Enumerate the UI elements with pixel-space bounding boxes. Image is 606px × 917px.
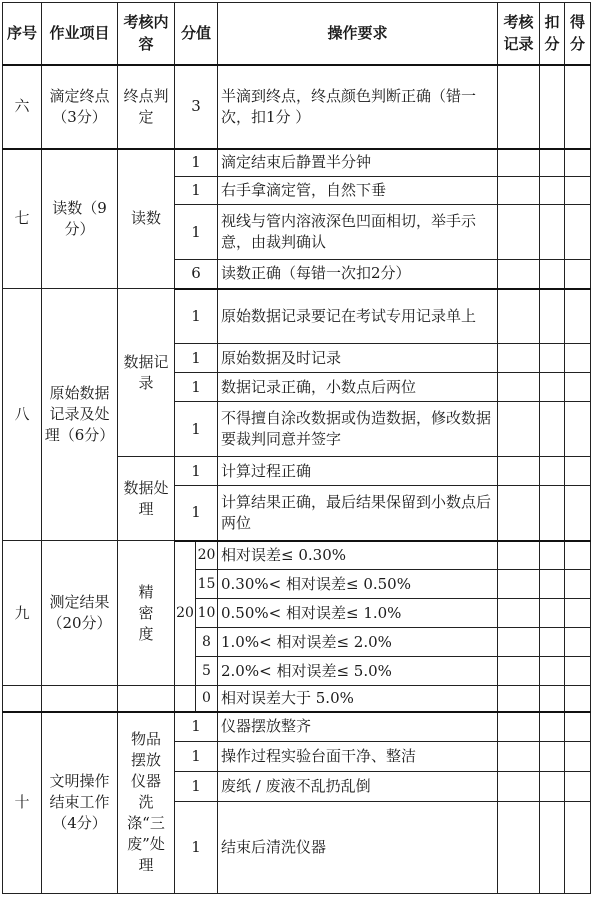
requirement-text: 0.30%< 相对误差≤ 0.50% [218, 570, 498, 599]
got-cell[interactable] [565, 486, 591, 541]
deduct-cell[interactable] [540, 628, 565, 657]
section-item: 测定结果（20分） [42, 541, 118, 686]
header-content: 考核内容 [118, 3, 175, 65]
record-cell[interactable] [498, 570, 540, 599]
requirement-text: 相对误差≤ 0.30% [218, 541, 498, 570]
deduct-cell[interactable] [540, 486, 565, 541]
requirement-text: 相对误差大于 5.0% [218, 686, 498, 712]
section-no: 八 [3, 289, 42, 541]
deduct-cell[interactable] [540, 742, 565, 772]
got-cell[interactable] [565, 802, 591, 894]
empty-cell [42, 686, 118, 712]
section-item: 读数（9分） [42, 149, 118, 289]
requirement-text: 计算过程正确 [218, 457, 498, 486]
deduct-cell[interactable] [540, 373, 565, 402]
score-value: 1 [175, 402, 218, 457]
score-value: 20 [175, 541, 196, 686]
record-cell[interactable] [498, 802, 540, 894]
section-item: 原始数据记录及处理（6分） [42, 289, 118, 541]
empty-cell [3, 686, 42, 712]
header-row [3, 3, 591, 65]
score-value: 1 [175, 802, 218, 894]
requirement-text: 0.50%< 相对误差≤ 1.0% [218, 599, 498, 628]
got-cell[interactable] [565, 260, 591, 289]
section-item: 滴定终点（3分） [42, 65, 118, 149]
score-value: 1 [175, 373, 218, 402]
section-no: 九 [3, 541, 42, 686]
record-cell[interactable] [498, 628, 540, 657]
requirement-text: 废纸 / 废液不乱扔乱倒 [218, 772, 498, 802]
record-cell[interactable] [498, 599, 540, 628]
got-cell[interactable] [565, 402, 591, 457]
deduct-cell[interactable] [540, 402, 565, 457]
header-requirement: 操作要求 [218, 3, 498, 65]
section-no: 十 [3, 712, 42, 894]
sub-score-value: 5 [196, 657, 218, 686]
record-cell[interactable] [498, 457, 540, 486]
sub-score-value: 20 [196, 541, 218, 570]
got-cell[interactable] [565, 742, 591, 772]
requirement-text: 读数正确（每错一次扣2分） [218, 260, 498, 289]
requirement-text: 不得擅自涂改数据或伪造数据，修改数据要裁判同意并签字 [218, 402, 498, 457]
header-no: 序号 [3, 3, 42, 65]
table-row [3, 686, 591, 712]
deduct-cell[interactable] [540, 205, 565, 260]
table-row [3, 541, 591, 570]
requirement-text: 操作过程实验台面干净、整洁 [218, 742, 498, 772]
deduct-cell[interactable] [540, 802, 565, 894]
scoring-table [2, 2, 591, 894]
table-row [3, 149, 591, 177]
section-content: 物品摆放仪器洗涤“三废”处理 [118, 712, 175, 894]
score-value: 1 [175, 205, 218, 260]
score-value: 1 [175, 742, 218, 772]
record-cell[interactable] [498, 289, 540, 344]
record-cell[interactable] [498, 657, 540, 686]
record-cell[interactable] [498, 742, 540, 772]
empty-cell [118, 686, 175, 712]
score-value: 6 [175, 260, 218, 289]
table-row [3, 289, 591, 344]
got-cell[interactable] [565, 541, 591, 570]
header-record: 考核记录 [498, 3, 540, 65]
record-cell[interactable] [498, 260, 540, 289]
section-content-record: 数据记录 [118, 289, 175, 457]
header-deduct: 扣分 [540, 3, 565, 65]
deduct-cell[interactable] [540, 149, 565, 177]
deduct-cell[interactable] [540, 289, 565, 344]
got-cell[interactable] [565, 772, 591, 802]
record-cell[interactable] [498, 541, 540, 570]
deduct-cell[interactable] [540, 541, 565, 570]
section-item: 文明操作结束工作（4分） [42, 712, 118, 894]
record-cell[interactable] [498, 686, 540, 712]
requirement-text: 视线与管内溶液深色凹面相切，举手示意，由裁判确认 [218, 205, 498, 260]
deduct-cell[interactable] [540, 457, 565, 486]
score-value: 1 [175, 289, 218, 344]
sub-score-value: 15 [196, 570, 218, 599]
table-row [3, 65, 591, 149]
section-no: 七 [3, 149, 42, 289]
score-value: 1 [175, 177, 218, 205]
header-score: 分值 [175, 3, 218, 65]
sub-score-value: 10 [196, 599, 218, 628]
table-row [3, 712, 591, 742]
score-value: 1 [175, 344, 218, 373]
got-cell[interactable] [565, 373, 591, 402]
score-value: 1 [175, 486, 218, 541]
deduct-cell[interactable] [540, 177, 565, 205]
got-cell[interactable] [565, 177, 591, 205]
record-cell[interactable] [498, 712, 540, 742]
score-value: 1 [175, 149, 218, 177]
section-content: 精密度 [118, 541, 175, 686]
record-cell[interactable] [498, 772, 540, 802]
requirement-text: 滴定结束后静置半分钟 [218, 149, 498, 177]
score-value: 1 [175, 457, 218, 486]
got-cell[interactable] [565, 205, 591, 260]
deduct-cell[interactable] [540, 772, 565, 802]
got-cell[interactable] [565, 628, 591, 657]
got-cell[interactable] [565, 570, 591, 599]
header-got: 得分 [565, 3, 591, 65]
deduct-cell[interactable] [540, 657, 565, 686]
section-content: 读数 [118, 149, 175, 289]
got-cell[interactable] [565, 712, 591, 742]
got-cell[interactable] [565, 457, 591, 486]
deduct-cell[interactable] [540, 686, 565, 712]
got-cell[interactable] [565, 149, 591, 177]
got-cell[interactable] [565, 289, 591, 344]
requirement-text: 数据记录正确，小数点后两位 [218, 373, 498, 402]
deduct-cell[interactable] [540, 260, 565, 289]
record-cell[interactable] [498, 177, 540, 205]
record-cell[interactable] [498, 205, 540, 260]
requirement-text: 原始数据记录要记在考试专用记录单上 [218, 289, 498, 344]
requirement-text: 半滴到终点，终点颜色判断正确（错一次，扣1分 ） [218, 65, 498, 149]
deduct-cell[interactable] [540, 570, 565, 599]
record-cell[interactable] [498, 344, 540, 373]
sub-score-value: 0 [196, 686, 218, 712]
empty-cell [175, 686, 196, 712]
requirement-text: 计算结果正确，最后结果保留到小数点后两位 [218, 486, 498, 541]
score-value: 1 [175, 712, 218, 742]
deduct-cell[interactable] [540, 65, 565, 149]
record-cell[interactable] [498, 402, 540, 457]
deduct-cell[interactable] [540, 712, 565, 742]
requirement-text: 右手拿滴定管，自然下垂 [218, 177, 498, 205]
score-value: 1 [175, 772, 218, 802]
got-cell[interactable] [565, 686, 591, 712]
got-cell[interactable] [565, 344, 591, 373]
got-cell[interactable] [565, 599, 591, 628]
record-cell[interactable] [498, 486, 540, 541]
got-cell[interactable] [565, 657, 591, 686]
deduct-cell[interactable] [540, 344, 565, 373]
requirement-text: 1.0%< 相对误差≤ 2.0% [218, 628, 498, 657]
header-item: 作业项目 [42, 3, 118, 65]
record-cell[interactable] [498, 373, 540, 402]
got-cell[interactable] [565, 65, 591, 149]
section-content: 终点判定 [118, 65, 175, 149]
requirement-text: 2.0%< 相对误差≤ 5.0% [218, 657, 498, 686]
requirement-text: 结束后清洗仪器 [218, 802, 498, 894]
sub-score-value: 8 [196, 628, 218, 657]
requirement-text: 原始数据及时记录 [218, 344, 498, 373]
record-cell[interactable] [498, 65, 540, 149]
requirement-text: 仪器摆放整齐 [218, 712, 498, 742]
record-cell[interactable] [498, 149, 540, 177]
section-no: 六 [3, 65, 42, 149]
section-content-processing: 数据处理 [118, 457, 175, 541]
deduct-cell[interactable] [540, 599, 565, 628]
score-value: 3 [175, 65, 218, 149]
